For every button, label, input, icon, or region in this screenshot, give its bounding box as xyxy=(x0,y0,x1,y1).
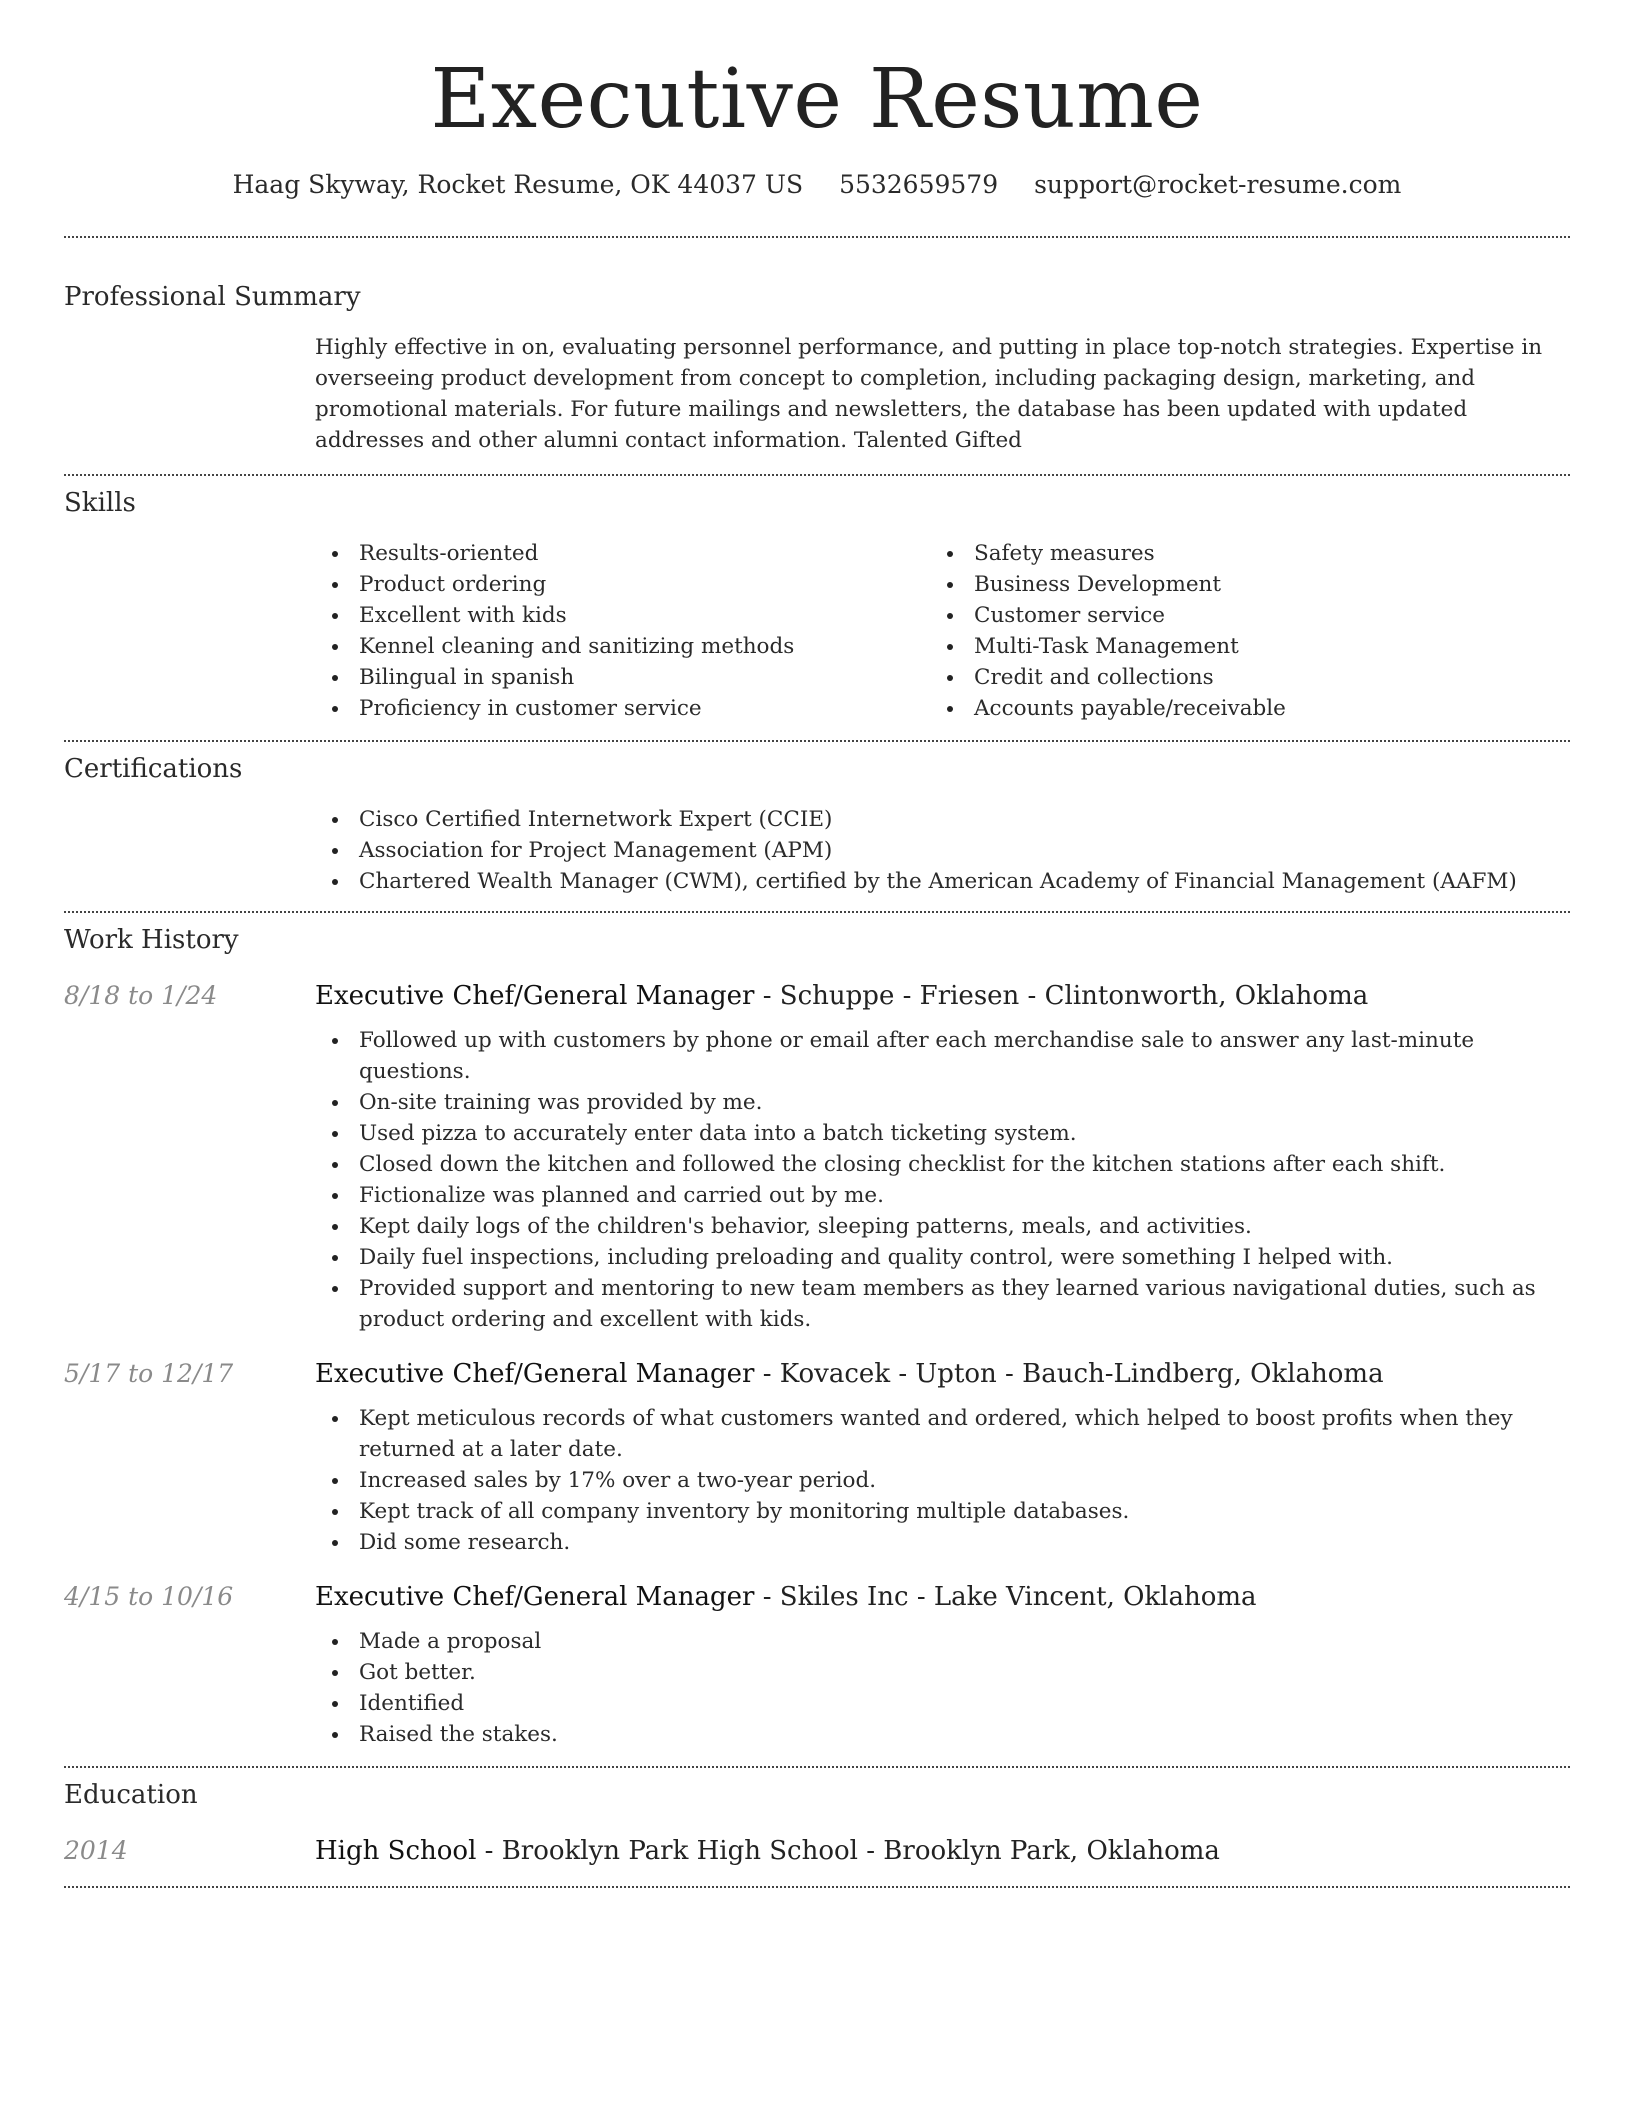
job-details: - Schuppe - Friesen - Clintonworth, Oklahoma xyxy=(754,981,1369,1011)
job-entry xyxy=(64,1357,1570,1391)
skills-section xyxy=(64,486,1570,724)
list-item: Association for Project Management (APM) xyxy=(315,835,1570,866)
list-item: Daily fuel inspections, including preloading and quality control, were something I helped with. xyxy=(315,1242,1570,1273)
list-item: Identified xyxy=(315,1688,1570,1719)
job-heading xyxy=(315,1580,1257,1614)
job-bullets xyxy=(315,1626,1570,1750)
job-role: Executive Chef/General Manager xyxy=(315,1359,755,1389)
list-item: Got better. xyxy=(315,1657,1570,1688)
divider xyxy=(64,236,1570,238)
list-item: Proficiency in customer service xyxy=(315,693,930,724)
list-item: Bilingual in spanish xyxy=(315,662,930,693)
work-history-section xyxy=(64,923,1570,1750)
list-item: Excellent with kids xyxy=(315,600,930,631)
contact-line xyxy=(64,168,1570,202)
job-heading xyxy=(315,1357,1384,1391)
list-item: Raised the stakes. xyxy=(315,1719,1570,1750)
resume-page xyxy=(64,0,1570,1888)
list-item: Multi-Task Management xyxy=(930,631,1545,662)
divider xyxy=(64,1766,1570,1768)
list-item: On-site training was provided by me. xyxy=(315,1087,1570,1118)
education-details: - Brooklyn Park High School - Brooklyn Park, Oklahoma xyxy=(476,1836,1220,1866)
job-dates: 4/15 to 10/16 xyxy=(64,1582,234,1611)
education-heading xyxy=(315,1834,1220,1868)
list-item: Did some research. xyxy=(315,1527,1570,1558)
list-item: Credit and collections xyxy=(930,662,1545,693)
section-title-skills: Skills xyxy=(64,488,136,518)
resume-title: Executive Resume xyxy=(430,52,1204,147)
job-details: - Skiles Inc - Lake Vincent, Oklahoma xyxy=(754,1582,1257,1612)
education-year: 2014 xyxy=(64,1836,128,1865)
list-item: Provided support and mentoring to new team members as they learned various navigational duties, such as product ordering and excellent with kids. xyxy=(315,1273,1570,1335)
job-dates: 5/17 to 12/17 xyxy=(64,1359,234,1388)
job-bullets xyxy=(315,1403,1570,1558)
list-item: Business Development xyxy=(930,569,1545,600)
divider xyxy=(64,911,1570,913)
divider xyxy=(64,1886,1570,1888)
list-item: Kept meticulous records of what customers wanted and ordered, which helped to boost profits when they returned at a later date. xyxy=(315,1403,1570,1465)
list-item: Safety measures xyxy=(930,538,1545,569)
education-entry xyxy=(64,1834,1570,1868)
divider xyxy=(64,740,1570,742)
email[interactable]: support@rocket-resume.com xyxy=(1034,170,1402,199)
divider xyxy=(64,474,1570,476)
list-item: Results-oriented xyxy=(315,538,930,569)
job-bullets xyxy=(315,1025,1570,1335)
list-item: Accounts payable/receivable xyxy=(930,693,1545,724)
skills-list xyxy=(315,538,1570,724)
skills-left xyxy=(315,538,930,724)
address: Haag Skyway, Rocket Resume, OK 44037 US xyxy=(232,170,804,199)
skills-right xyxy=(930,538,1545,724)
list-item: Product ordering xyxy=(315,569,930,600)
certifications-list xyxy=(315,804,1570,897)
section-title-certifications: Certifications xyxy=(64,754,243,784)
list-item: Cisco Certified Internetwork Expert (CCIE) xyxy=(315,804,1570,835)
summary-text: Highly effective in on, evaluating personnel performance, and putting in place top-notch strategies. Expertise in overseeing product development from concept to completion, including packaging design, marketing, and promotional materials. For future mailings and newsletters, the database has been updated with updated addresses and other alumni contact information. Talented Gifted xyxy=(315,335,1543,453)
list-item: Followed up with customers by phone or email after each merchandise sale to answer any last-minute questions. xyxy=(315,1025,1570,1087)
list-item: Customer service xyxy=(930,600,1545,631)
section-title-education: Education xyxy=(64,1780,198,1810)
job-role: Executive Chef/General Manager xyxy=(315,1582,755,1612)
list-item: Kept daily logs of the children's behavior, sleeping patterns, meals, and activities. xyxy=(315,1211,1570,1242)
job-heading xyxy=(315,979,1368,1013)
list-item: Fictionalize was planned and carried out by me. xyxy=(315,1180,1570,1211)
job-entry xyxy=(64,1580,1570,1614)
list-item: Chartered Wealth Manager (CWM), certified by the American Academy of Financial Management (AAFM) xyxy=(315,866,1570,897)
section-title-work: Work History xyxy=(64,925,239,955)
section-title-summary: Professional Summary xyxy=(64,282,361,312)
education-section xyxy=(64,1778,1570,1868)
job-entry xyxy=(64,979,1570,1013)
certifications-section xyxy=(64,752,1570,897)
phone: 5532659579 xyxy=(839,170,999,199)
list-item: Increased sales by 17% over a two-year period. xyxy=(315,1465,1570,1496)
education-degree: High School xyxy=(315,1836,477,1866)
list-item: Kennel cleaning and sanitizing methods xyxy=(315,631,930,662)
job-dates: 8/18 to 1/24 xyxy=(64,981,218,1010)
summary-section xyxy=(64,280,1570,456)
list-item: Made a proposal xyxy=(315,1626,1570,1657)
job-details: - Kovacek - Upton - Bauch-Lindberg, Oklahoma xyxy=(754,1359,1384,1389)
list-item: Kept track of all company inventory by monitoring multiple databases. xyxy=(315,1496,1570,1527)
job-role: Executive Chef/General Manager xyxy=(315,981,755,1011)
list-item: Closed down the kitchen and followed the closing checklist for the kitchen stations after each shift. xyxy=(315,1149,1570,1180)
list-item: Used pizza to accurately enter data into a batch ticketing system. xyxy=(315,1118,1570,1149)
